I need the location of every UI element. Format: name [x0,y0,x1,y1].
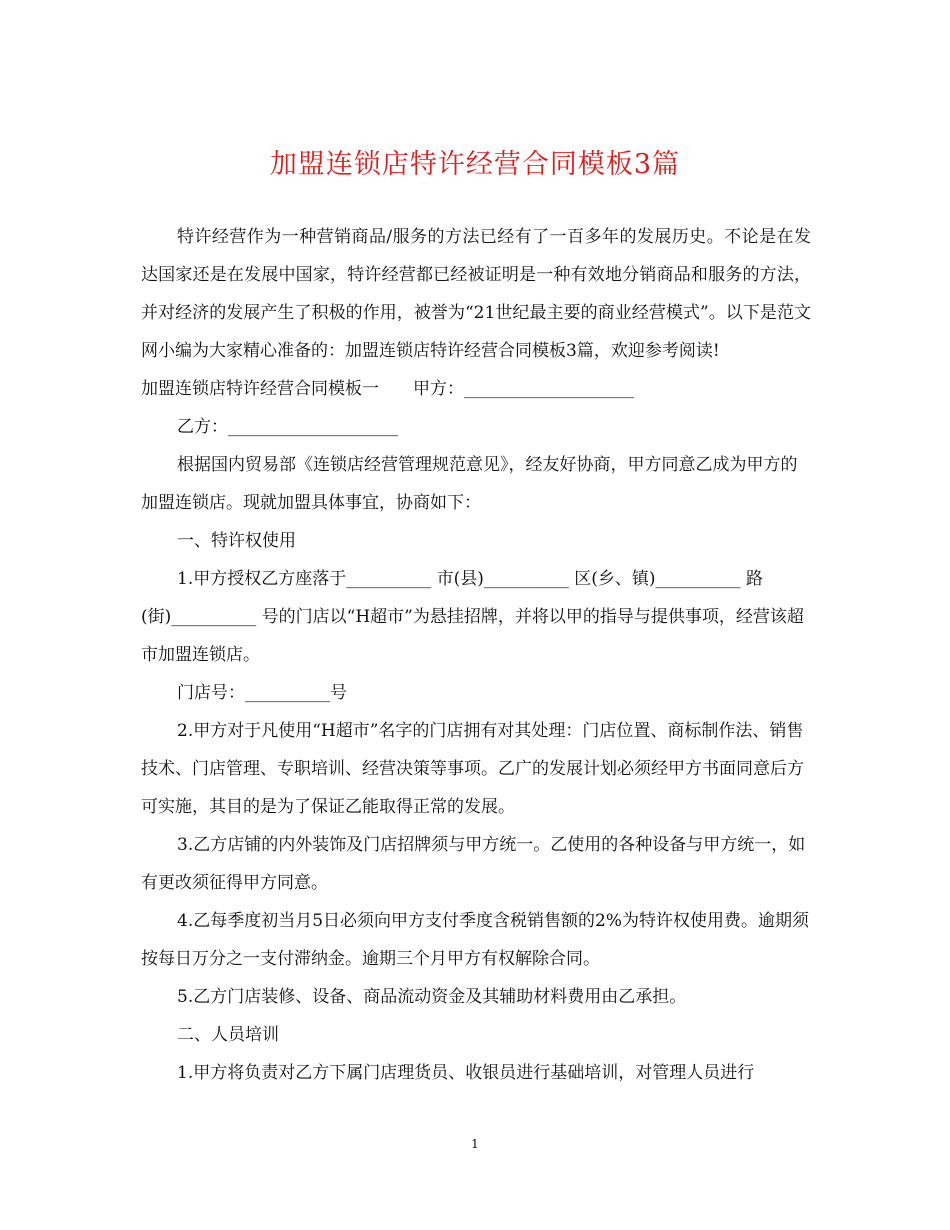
clause-1-1: 1.甲方授权乙方座落于__________ 市(县)__________ 区(乡、镇)__________ 路(街)__________ 号的门店以“H超市”为悬挂招牌，并将以甲的指导与提供事项，经营该超市加盟连锁店。 [141,569,804,665]
party-b-line: 乙方：____________________ [177,417,398,437]
document-title: 加盟连锁店特许经营合同模板3篇 [269,149,681,180]
template-one-heading: 加盟连锁店特许经营合同模板一 甲方：____________________ [141,379,634,399]
section-heading-franchise: 一、特许权使用 [177,531,296,551]
clause-1-5: 5.乙方门店装修、设备、商品流动资金及其辅助材料费用由乙承担。 [177,987,687,1007]
intro-paragraph: 特许经营作为一种营销商品/服务的方法已经有了一百多年的发展历史。不论是在发达国家还是在发展中国家，特许经营都已经被证明是一种有效地分销商品和服务的方法，并对经济的发展产生了积极的作用，被誉为“21世纪最主要的商业经营模式”。以下是范文网小编为大家精心准备的：加盟连锁店特许经营合同模板3篇，欢迎参考阅读! [141,227,811,361]
store-number-line: 门店号：__________号 [177,683,347,703]
clause-1-2: 2.甲方对于凡使用“H超市”名字的门店拥有对其处理：门店位置、商标制作法、销售技术、门店管理、专职培训、经营决策等事项。乙广的发展计划必须经甲方书面同意后方可实施，其目的是为了保证乙能取得正常的发展。 [141,721,804,817]
section-heading-training: 二、人员培训 [177,1025,279,1045]
clause-1-3: 3.乙方店铺的内外装饰及门店招牌须与甲方统一。乙使用的各种设备与甲方统一，如有更改须征得甲方同意。 [141,835,806,893]
document-body [141,218,811,1092]
clause-2-1: 1.甲方将负责对乙方下属门店理货员、收银员进行基础培训，对管理人员进行 [177,1063,755,1083]
basis-paragraph: 根据国内贸易部《连锁店经营管理规范意见》，经友好协商，甲方同意乙成为甲方的加盟连锁店。现就加盟具体事宜，协商如下： [141,455,798,513]
page-number: 1 [471,1137,479,1151]
clause-1-4: 4.乙每季度初当月5日必须向甲方支付季度含税销售额的2%为特许权使用费。逾期须按每日万分之一支付滞纳金。逾期三个月甲方有权解除合同。 [141,911,810,969]
